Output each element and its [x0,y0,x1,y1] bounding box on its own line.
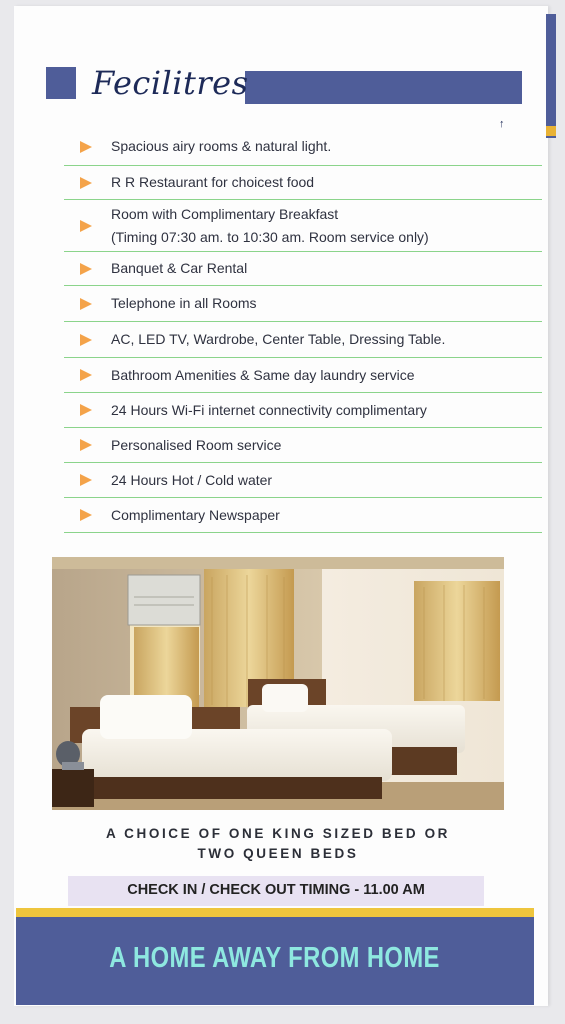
orange-arrow-bullet-icon [80,404,92,416]
facility-text: Personalised Room service [111,436,282,453]
bed-choice-caption-line2: TWO QUEEN BEDS [197,846,359,861]
header-square [46,67,76,99]
facility-item [64,286,542,322]
orange-arrow-bullet-icon [80,474,92,486]
section-title: Fecilitres [92,64,249,102]
spine-accent [546,126,556,136]
room-photo [52,557,504,810]
facilities-list [64,128,542,533]
orange-arrow-bullet-icon [80,177,92,189]
footer-tagline: A HOME AWAY FROM HOME [109,941,441,974]
facility-text: Telephone in all Rooms [111,295,257,311]
facility-text: Spacious airy rooms & natural light. [111,138,332,154]
footer-banner [16,917,534,1005]
orange-arrow-bullet-icon [80,334,92,346]
ink-mark: ↑ [499,118,505,130]
facility-text: Complimentary Newspaper [111,506,280,523]
facility-item [64,166,542,200]
facility-text: R R Restaurant for choicest food [111,174,315,190]
checkin-timing: CHECK IN / CHECK OUT TIMING - 11.00 AM [127,882,425,898]
orange-arrow-bullet-icon [80,141,92,153]
facility-item [64,200,542,252]
facility-item [64,128,542,166]
facility-item [64,252,542,286]
facility-text: Bathroom Amenities & Same day laundry service [111,366,415,383]
facility-item [64,393,542,428]
facility-item [64,498,542,533]
orange-arrow-bullet-icon [80,298,92,310]
orange-arrow-bullet-icon [80,509,92,521]
facility-item [64,463,542,498]
facility-item [64,322,542,358]
spine-stripe [546,14,556,138]
orange-arrow-bullet-icon [80,263,92,275]
orange-arrow-bullet-icon [80,220,92,232]
bed-choice-caption-line1: A CHOICE OF ONE KING SIZED BED OR [105,826,451,841]
facility-text: Room with Complimentary Breakfast (Timing 07:30 am. to 10:30 am. Room service only) [111,205,429,245]
facility-text: 24 Hours Wi-Fi internet connectivity complimentary [111,401,427,418]
header-bar [245,71,522,104]
facility-text: Banquet & Car Rental [111,260,248,276]
orange-arrow-bullet-icon [80,369,92,381]
facility-text: 24 Hours Hot / Cold water [111,471,273,488]
facility-text: AC, LED TV, Wardrobe, Center Table, Dressing Table. [111,331,446,347]
orange-arrow-bullet-icon [80,439,92,451]
facility-item [64,358,542,393]
facility-item [64,428,542,463]
footer-accent-line [16,908,534,917]
